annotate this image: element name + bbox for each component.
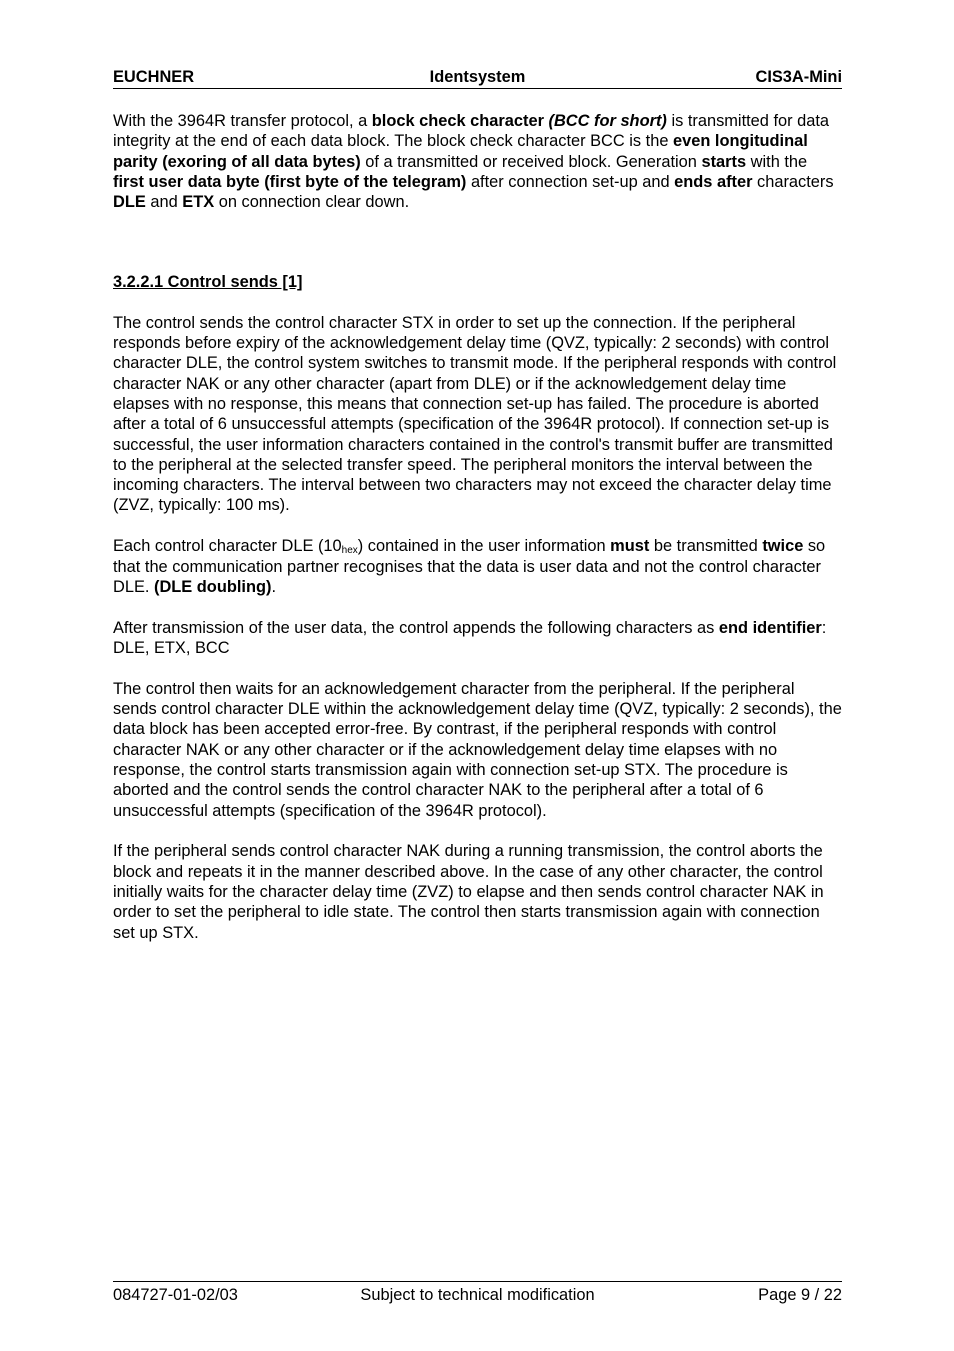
para-text: so that the communication partner recognises that the data is user data and not the control character DLE. <box>113 537 826 596</box>
paragraph-end-identifier <box>113 618 842 659</box>
paragraph-acknowledgement: The control then waits for an acknowledgement character from the peripheral. If the peripheral sends control character DLE within the acknowledgement delay time (QVZ, typically: 2 seconds), the data block has been accepted error-free. By contrast, if the peripheral responds with control character NAK or any other character or if the acknowledgement delay time elapses with no response, the control starts transmission again with connection set-up STX. The procedure is aborted and the control sends the control character NAK to the peripheral after a total of 6 unsuccessful attempts (specification of the 3964R protocol). <box>113 679 842 820</box>
intro-text: of a transmitted or received block. Generation <box>360 152 702 171</box>
intro-bold: ends after <box>674 172 753 191</box>
para-text: After transmission of the user data, the control appends the following characters as <box>113 618 719 637</box>
intro-text: is transmitted for data integrity at the end of each data block. The block check character BCC is the <box>113 112 830 151</box>
intro-bold: DLE <box>113 193 146 212</box>
para-text: . <box>271 577 276 596</box>
header-product: CIS3A-Mini <box>755 68 842 86</box>
page-footer <box>113 1281 842 1308</box>
intro-bold: ETX <box>182 193 215 212</box>
para-text: : DLE, ETX, BCC <box>113 618 827 657</box>
para-bold: must <box>610 537 650 556</box>
paragraph-nak-handling: If the peripheral sends control character NAK during a running transmission, the control aborts the block and repeats it in the manner described above. In the case of any other character, the control initially waits for the character delay time (ZVZ) to elapse and then sends control character NAK in order to set the peripheral to idle state. The control then starts transmission again with connection set up STX. <box>113 842 824 942</box>
footer-page-number: Page 9 / 22 <box>758 1286 842 1304</box>
intro-bold: first user data byte (first byte of the telegram) <box>113 172 467 191</box>
para-text: Each control character DLE (10 <box>113 537 342 556</box>
hex-subscript: hex <box>341 545 358 557</box>
intro-bold: block check character <box>371 112 549 130</box>
paragraph-dle-doubling <box>113 536 842 597</box>
intro-text: with the <box>746 152 808 171</box>
para-text: ) contained in the user information <box>357 537 611 556</box>
para-bold: (DLE doubling) <box>154 577 272 596</box>
intro-text: on connection clear down. <box>214 193 410 212</box>
header-company: EUCHNER <box>113 68 195 86</box>
para-bold: twice <box>762 537 804 556</box>
para-text: be transmitted <box>649 537 763 556</box>
intro-bold: even longitudinal parity (exoring of all data bytes) <box>113 132 808 171</box>
intro-paragraph <box>113 111 842 212</box>
paragraph-control-sends: The control sends the control character STX in order to set up the connection. If the peripheral responds before expiry of the acknowledgement delay time (QVZ, typically: 2 seconds) with control character DLE, the control system switches to transmit mode. If the peripheral responds with control character NAK or any other character (apart from DLE) or if the acknowledgement delay time elapses with no response, this means that connection set-up has failed. The procedure is aborted after a total of 6 unsuccessful attempts (specification of the 3964R protocol). If connection set-up is successful, the user information characters contained in the control's transmit buffer are transmitted to the peripheral at the selected transfer speed. The peripheral monitors the interval between the incoming characters. The interval between two characters may not exceed the character delay time (ZVZ, typically: 100 ms). <box>113 313 837 515</box>
intro-text: after connection set-up and <box>466 172 675 191</box>
intro-text: and <box>145 193 183 212</box>
intro-bold-italic: (BCC for short) <box>548 112 667 130</box>
intro-bold: starts <box>701 152 747 171</box>
document-body <box>113 111 842 963</box>
para-bold: end identifier <box>718 618 822 637</box>
footer-doc-number: 084727-01-02/03 <box>113 1286 238 1304</box>
footer-notice: Subject to technical modification <box>360 1286 595 1304</box>
intro-text: characters <box>752 172 834 191</box>
intro-text: With the 3964R transfer protocol, a <box>113 112 372 130</box>
page-header <box>113 66 842 89</box>
header-title: Identsystem <box>429 68 526 86</box>
section-heading: 3.2.2.1 Control sends [1] <box>113 273 303 292</box>
